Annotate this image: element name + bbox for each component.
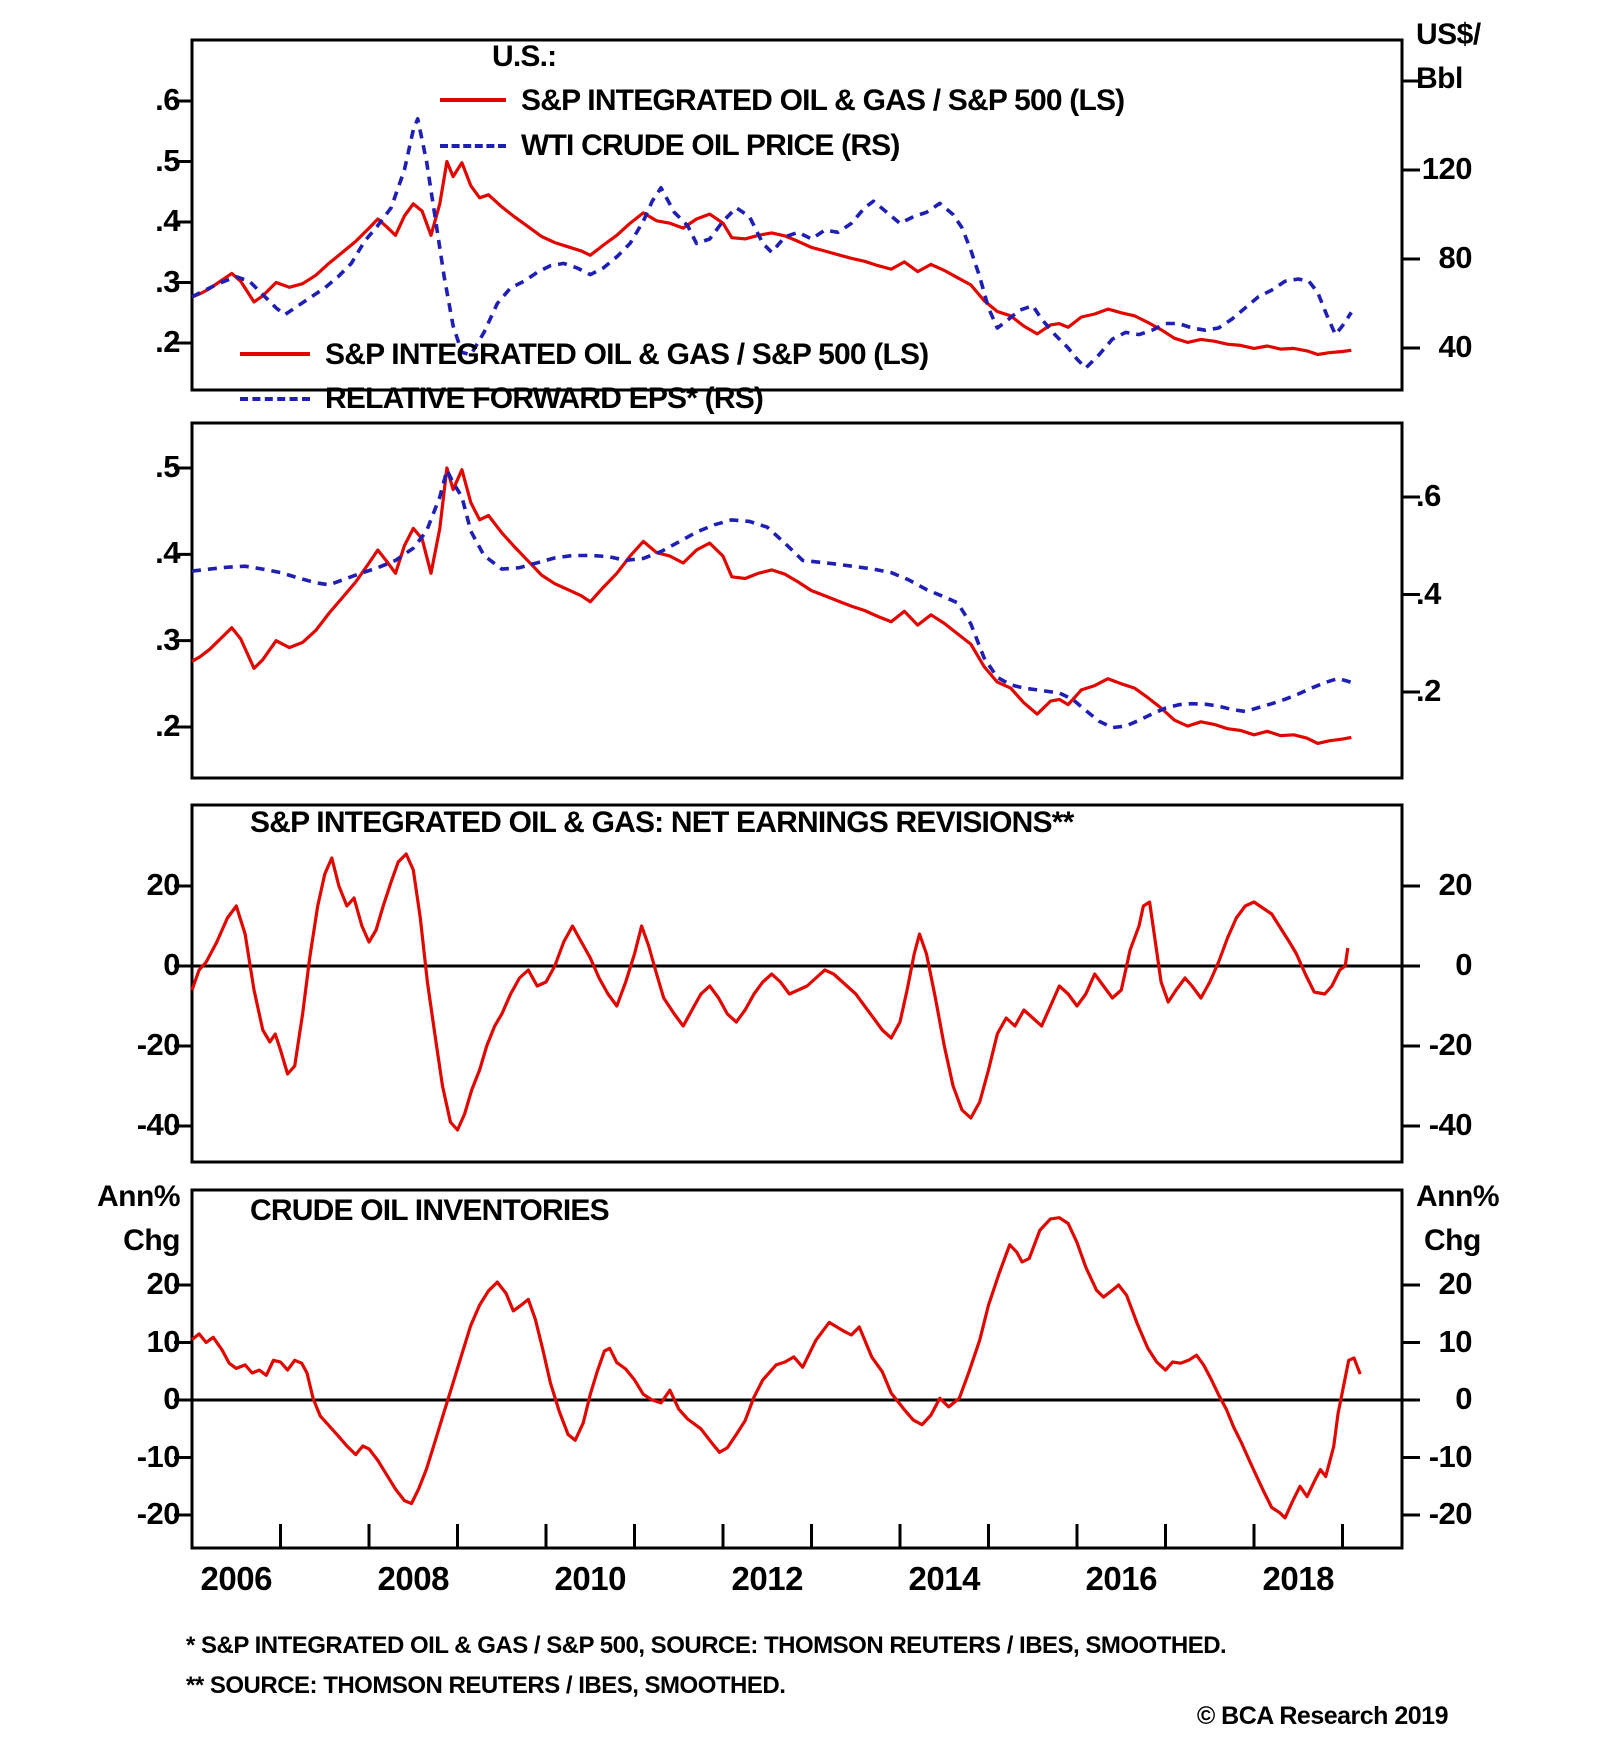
y-tick-label-left: 0 (163, 947, 180, 982)
y-tick-label-left: -20 (136, 1496, 180, 1531)
panel-border-net-earnings-revisions (192, 805, 1402, 1162)
x-year-label: 2010 (554, 1560, 626, 1597)
footnote-2: ** SOURCE: THOMSON REUTERS / IBES, SMOOTHED. (186, 1672, 786, 1699)
x-year-label: 2014 (908, 1560, 980, 1597)
y-tick-label-left: 10 (146, 1323, 180, 1359)
y-tick-label-right: 40 (1438, 329, 1472, 364)
y-tick-label-right: .6 (1416, 478, 1441, 513)
y-tick-label-right: 20 (1438, 1266, 1472, 1301)
y-tick-label-right: -40 (1428, 1107, 1472, 1142)
y-tick-label-right: 0 (1455, 947, 1472, 982)
y-tick-label-left: 20 (146, 867, 180, 902)
legend-blue-dashed-swatch (240, 397, 310, 401)
y-tick-label-right: -20 (1428, 1496, 1472, 1531)
panel4-title: CRUDE OIL INVENTORIES (250, 1194, 609, 1227)
y-tick-label-right: .2 (1416, 673, 1441, 708)
panel-border-crude-oil-inventories (192, 1190, 1402, 1548)
panel-border-relative-performance-vs-eps (192, 423, 1402, 778)
y-tick-label-left: -40 (136, 1107, 180, 1142)
x-year-label: 2006 (200, 1560, 272, 1597)
legend-label-ratio-panel1: S&P INTEGRATED OIL & GAS / S&P 500 (LS) (521, 84, 1125, 117)
legend-header-us: U.S.: (492, 40, 557, 73)
series-sp-integrated-oil-gas-ratio (192, 468, 1351, 743)
y-tick-label-right: -20 (1428, 1027, 1472, 1062)
legend-blue-dashed-swatch (440, 144, 506, 148)
y-tick-label-right: 0 (1455, 1381, 1472, 1416)
footnote-1: * S&P INTEGRATED OIL & GAS / S&P 500, SOURCE: THOMSON REUTERS / IBES, SMOOTHED. (186, 1632, 1227, 1659)
y-tick-label-left: .2 (155, 324, 180, 359)
y-tick-label-right: 120 (1421, 151, 1472, 186)
y-tick-label-right: -10 (1428, 1438, 1472, 1474)
y-tick-label-right: .4 (1416, 575, 1441, 611)
legend-label-ratio-panel2: S&P INTEGRATED OIL & GAS / S&P 500 (LS) (325, 338, 929, 371)
right-axis-ann-pct: Ann% (1416, 1180, 1499, 1213)
y-tick-label-left: -10 (136, 1438, 180, 1474)
y-tick-label-right: 80 (1438, 240, 1472, 275)
copyright: © BCA Research 2019 (1196, 1702, 1448, 1730)
y-tick-label-left: 0 (163, 1381, 180, 1416)
y-tick-label-left: .3 (155, 263, 180, 299)
y-tick-label-left: .2 (155, 708, 180, 743)
right-axis-unit-top: US$/ (1416, 18, 1481, 51)
series-net-earnings-revisions (192, 854, 1348, 1130)
y-tick-label-left: .6 (155, 82, 180, 117)
y-tick-label-right: 20 (1438, 867, 1472, 902)
series-sp-integrated-oil-gas-ratio (192, 162, 1351, 355)
right-axis-unit-bottom: Bbl (1416, 62, 1463, 95)
x-year-label: 2012 (731, 1560, 803, 1597)
panel3-title: S&P INTEGRATED OIL & GAS: NET EARNINGS REVISIONS** (250, 806, 1074, 839)
legend-red-line-swatch (240, 352, 310, 356)
series-crude-oil-inventories (192, 1218, 1360, 1518)
legend-label-wti: WTI CRUDE OIL PRICE (RS) (521, 129, 900, 162)
right-axis-ann-chg: Chg (1424, 1224, 1481, 1257)
x-year-label: 2008 (377, 1560, 449, 1597)
y-tick-label-left: -20 (136, 1027, 180, 1062)
y-tick-label-left: .4 (155, 535, 180, 571)
legend-label-eps: RELATIVE FORWARD EPS* (RS) (325, 382, 764, 415)
y-tick-label-left: .4 (155, 203, 180, 238)
y-tick-label-left: .5 (155, 142, 180, 178)
x-year-label: 2018 (1262, 1560, 1334, 1597)
y-tick-label-left: .3 (155, 621, 180, 657)
series-relative-forward-eps (192, 470, 1351, 727)
y-tick-label-right: 10 (1438, 1323, 1472, 1359)
x-year-label: 2016 (1085, 1560, 1157, 1597)
left-axis-ann-chg: Chg (123, 1224, 180, 1257)
legend-red-line-swatch (440, 98, 506, 102)
left-axis-ann-pct: Ann% (97, 1180, 180, 1213)
y-tick-label-left: .5 (155, 449, 180, 484)
y-tick-label-left: 20 (146, 1266, 180, 1301)
